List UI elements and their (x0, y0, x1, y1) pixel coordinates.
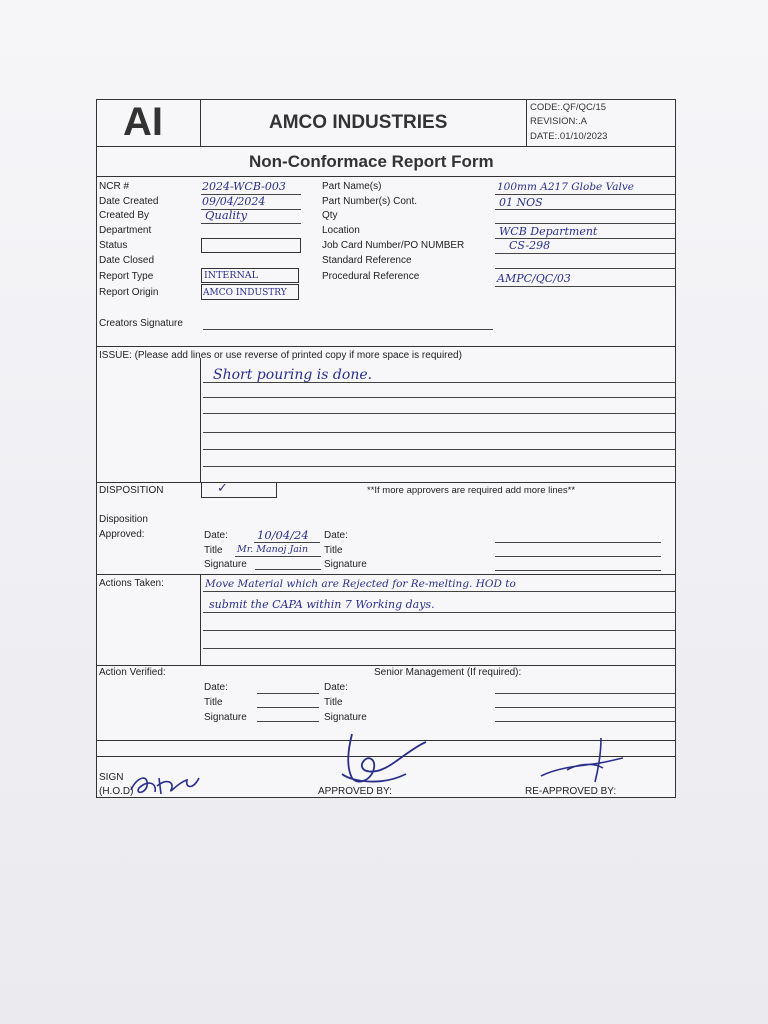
senior-management-label: Senior Management (If required): (374, 667, 522, 678)
ver-signature-label: Signature (204, 712, 247, 723)
hod-label: (H.O.D) (99, 786, 134, 797)
company-name: AMCO INDUSTRIES (269, 112, 448, 133)
label-standard-reference: Standard Reference (322, 255, 412, 266)
disp-date-label: Date: (204, 530, 228, 541)
disp-signature-label: Signature (204, 559, 247, 570)
disp-title-value[interactable]: Mr. Manoj Jain (237, 544, 309, 555)
form-title: Non-Conformace Report Form (249, 152, 494, 171)
disposition-note: **If more approvers are required add more lines** (367, 485, 576, 496)
issue-text[interactable]: Short pouring is done. (213, 367, 373, 383)
label-report-origin: Report Origin (99, 287, 159, 298)
issue-label: ISSUE: (Please add lines or use reverse of printed copy if more space is required) (99, 350, 462, 361)
label-report-type: Report Type (99, 271, 154, 282)
part-name-value[interactable]: 100mm A217 Globe Valve (497, 181, 634, 193)
part-number-value[interactable]: 01 NOS (499, 196, 543, 209)
label-location: Location (322, 225, 360, 236)
label-job-card: Job Card Number/PO NUMBER (322, 240, 465, 251)
label-procedural-reference: Procedural Reference (322, 271, 420, 282)
reapprover-signature (537, 736, 627, 788)
disposition-label: DISPOSITION (99, 485, 164, 496)
approver-signature (322, 730, 432, 792)
disp-signature-label-2: Signature (324, 559, 367, 570)
report-type-value: INTERNAL (204, 270, 258, 281)
actions-line-2[interactable]: submit the CAPA within 7 Working days. (209, 598, 435, 611)
label-department: Department (99, 225, 152, 236)
disp-signature-line[interactable] (255, 569, 321, 570)
label-creators-signature: Creators Signature (99, 318, 183, 329)
status-box[interactable] (201, 238, 301, 253)
doc-revision: REVISION:.A (530, 116, 588, 127)
ver-date-label: Date: (204, 682, 228, 693)
creators-signature-line[interactable] (203, 329, 493, 330)
actions-label: Actions Taken: (99, 578, 164, 589)
label-ncr: NCR # (99, 181, 130, 192)
disposition-box[interactable] (201, 482, 277, 498)
sign-label: SIGN (99, 772, 124, 783)
approved-by-label: APPROVED BY: (318, 786, 392, 797)
date-created-value[interactable]: 09/04/2024 (202, 195, 266, 208)
doc-date: DATE:.01/10/2023 (530, 131, 608, 142)
reapproved-by-label: RE-APPROVED BY: (525, 786, 617, 797)
location-value[interactable]: WCB Department (499, 225, 598, 238)
report-origin-value: AMCO INDUSTRY (203, 288, 287, 298)
label-date-created: Date Created (99, 196, 159, 207)
disp-date-value[interactable]: 10/04/24 (257, 528, 309, 542)
hod-signature (127, 768, 207, 800)
ncr-form (96, 99, 676, 798)
created-by-value[interactable]: Quality (205, 208, 248, 222)
ver-signature-label-2: Signature (324, 712, 367, 723)
verified-label: Action Verified: (99, 667, 166, 678)
disposition-check: ✓ (217, 481, 228, 496)
ver-title-label-2: Title (324, 697, 343, 708)
label-part-name: Part Name(s) (322, 181, 382, 192)
disp-title-label: Title (204, 545, 223, 556)
ncr-value[interactable]: 2024-WCB-003 (202, 180, 286, 193)
doc-code: CODE:.QF/QC/15 (530, 102, 607, 113)
disp-title-label-2: Title (324, 545, 343, 556)
ver-date-label-2: Date: (324, 682, 348, 693)
actions-line-1[interactable]: Move Material which are Rejected for Re-melting. HOD to (205, 578, 516, 590)
label-status: Status (99, 240, 128, 251)
label-part-number: Part Number(s) Cont. (322, 196, 418, 207)
ver-title-label: Title (204, 697, 223, 708)
disposition-approved-label-2: Approved: (99, 529, 145, 540)
company-logo: AI (123, 100, 163, 144)
disp-date-label-2: Date: (324, 530, 348, 541)
job-card-value[interactable]: CS-298 (509, 239, 551, 252)
disposition-approved-label-1: Disposition (99, 514, 148, 525)
label-created-by: Created By (99, 210, 150, 221)
label-qty: Qty (322, 210, 338, 221)
label-date-closed: Date Closed (99, 255, 155, 266)
procedural-reference-value[interactable]: AMPC/QC/03 (497, 272, 571, 285)
